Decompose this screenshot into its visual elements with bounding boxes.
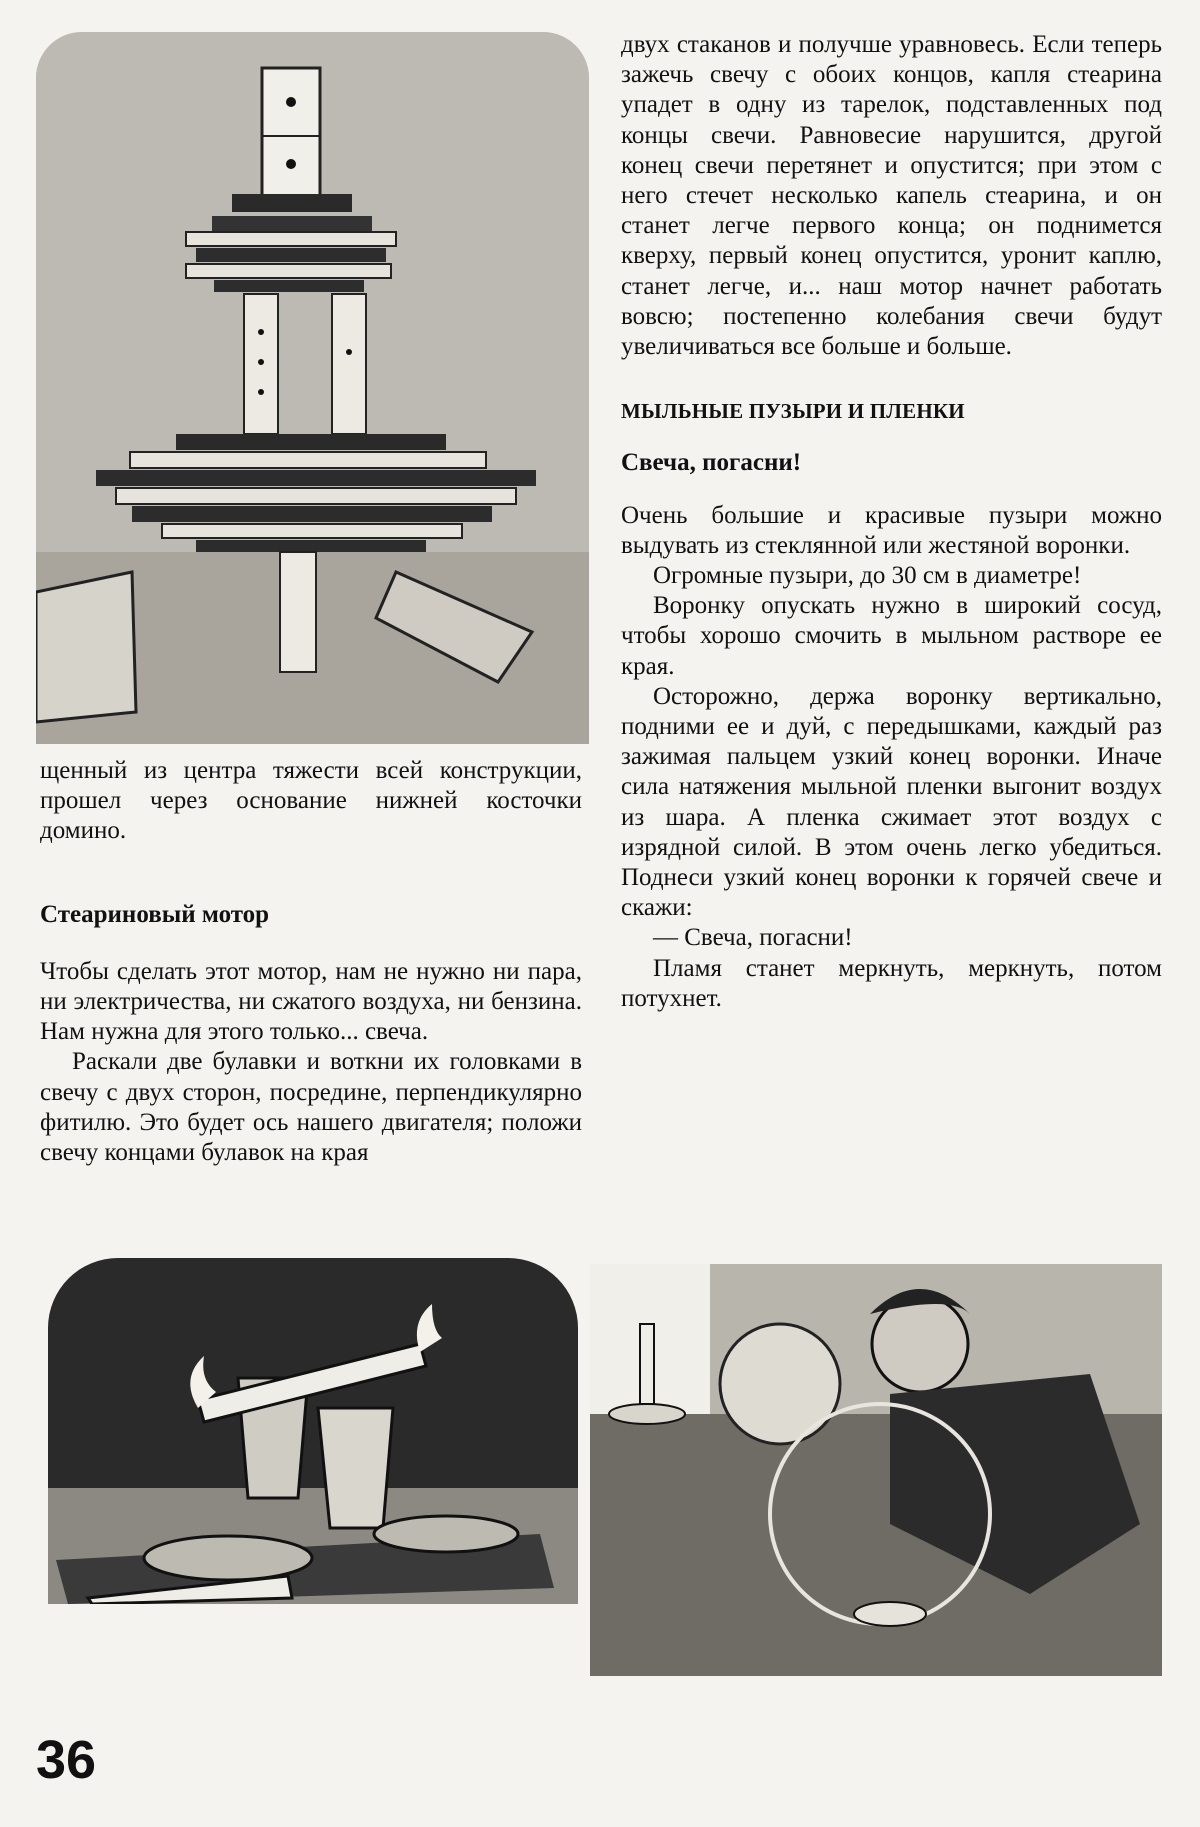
bubbles-paragraph-5: — Свеча, погасни! [653, 924, 853, 952]
bubbles-paragraph-1: Очень большие и красивые пузыри можно выдувать из стеклянной или жестяной воронки. [621, 501, 1162, 559]
bubbles-paragraph-2: Огромные пузыри, до 30 см в диаметре! [653, 562, 1082, 590]
right-column [621, 30, 1162, 1014]
continued-paragraph-right: двух стаканов и получше уравновесь. Если теперь зажечь свечу с обоих концов, капля стеарина упадет в одну из тарелок, подставленных под концы свечи. Равновесие нарушится, другой конец свечи перетянет и опустится; при этом с него стечет несколько капель стеарина, и он станет легче первого конца; он поднимется кверху, первый конец опустится, уронит каплю, станет легче, и... наш мотор начнет работать вовсю; постепенно колебания свечи будут увеличиваться все больше и больше. [621, 31, 1162, 361]
continued-paragraph-left: щенный из центра тяжести всей конструкции, прошел через основание нижней косточки домино. [40, 757, 582, 845]
domino-tower-illustration [36, 32, 589, 744]
soap-bubble-illustration [590, 1264, 1162, 1676]
stearin-motor-paragraph-2: Раскали две булавки и воткни их головками в свечу с двух сторон, посредине, перпендикулярно фитилю. Это будет ось нашего двигателя; положи свечу концами булавок на края [40, 1048, 582, 1167]
left-column [40, 756, 582, 1168]
bubbles-paragraph-3: Воронку опускать нужно в широкий сосуд, чтобы хорошо смочить в мыльном растворе ее края. [621, 592, 1162, 680]
stearin-motor-paragraph-1: Чтобы сделать этот мотор, нам не нужно ни пара, ни электричества, ни сжатого воздуха, ни бензина. Нам нужна для этого только... свеча. [40, 957, 582, 1046]
soap-bubbles-section-heading: МЫЛЬНЫЕ ПУЗЫРИ И ПЛЕНКИ [621, 399, 965, 424]
candle-motor-illustration [48, 1258, 578, 1604]
candle-out-heading: Свеча, погасни! [621, 449, 802, 477]
bubbles-paragraph-6: Пламя станет меркнуть, меркнуть, потом потухнет. [621, 954, 1162, 1012]
page-number: 36 [36, 1730, 97, 1790]
bubbles-paragraph-4: Осторожно, держа воронку вертикально, подними ее и дуй, с передышками, каждый раз зажимая пальцем узкий конец воронки. Иначе сила натяжения мыльной пленки выгонит воздух из шара. А пленка сжимает этот воздух с изрядной силой. В этом очень легко убедиться. Поднеси узкий конец воронки к горячей свече и скажи: [621, 682, 1162, 922]
stearin-motor-heading: Стеариновый мотор [40, 900, 270, 928]
